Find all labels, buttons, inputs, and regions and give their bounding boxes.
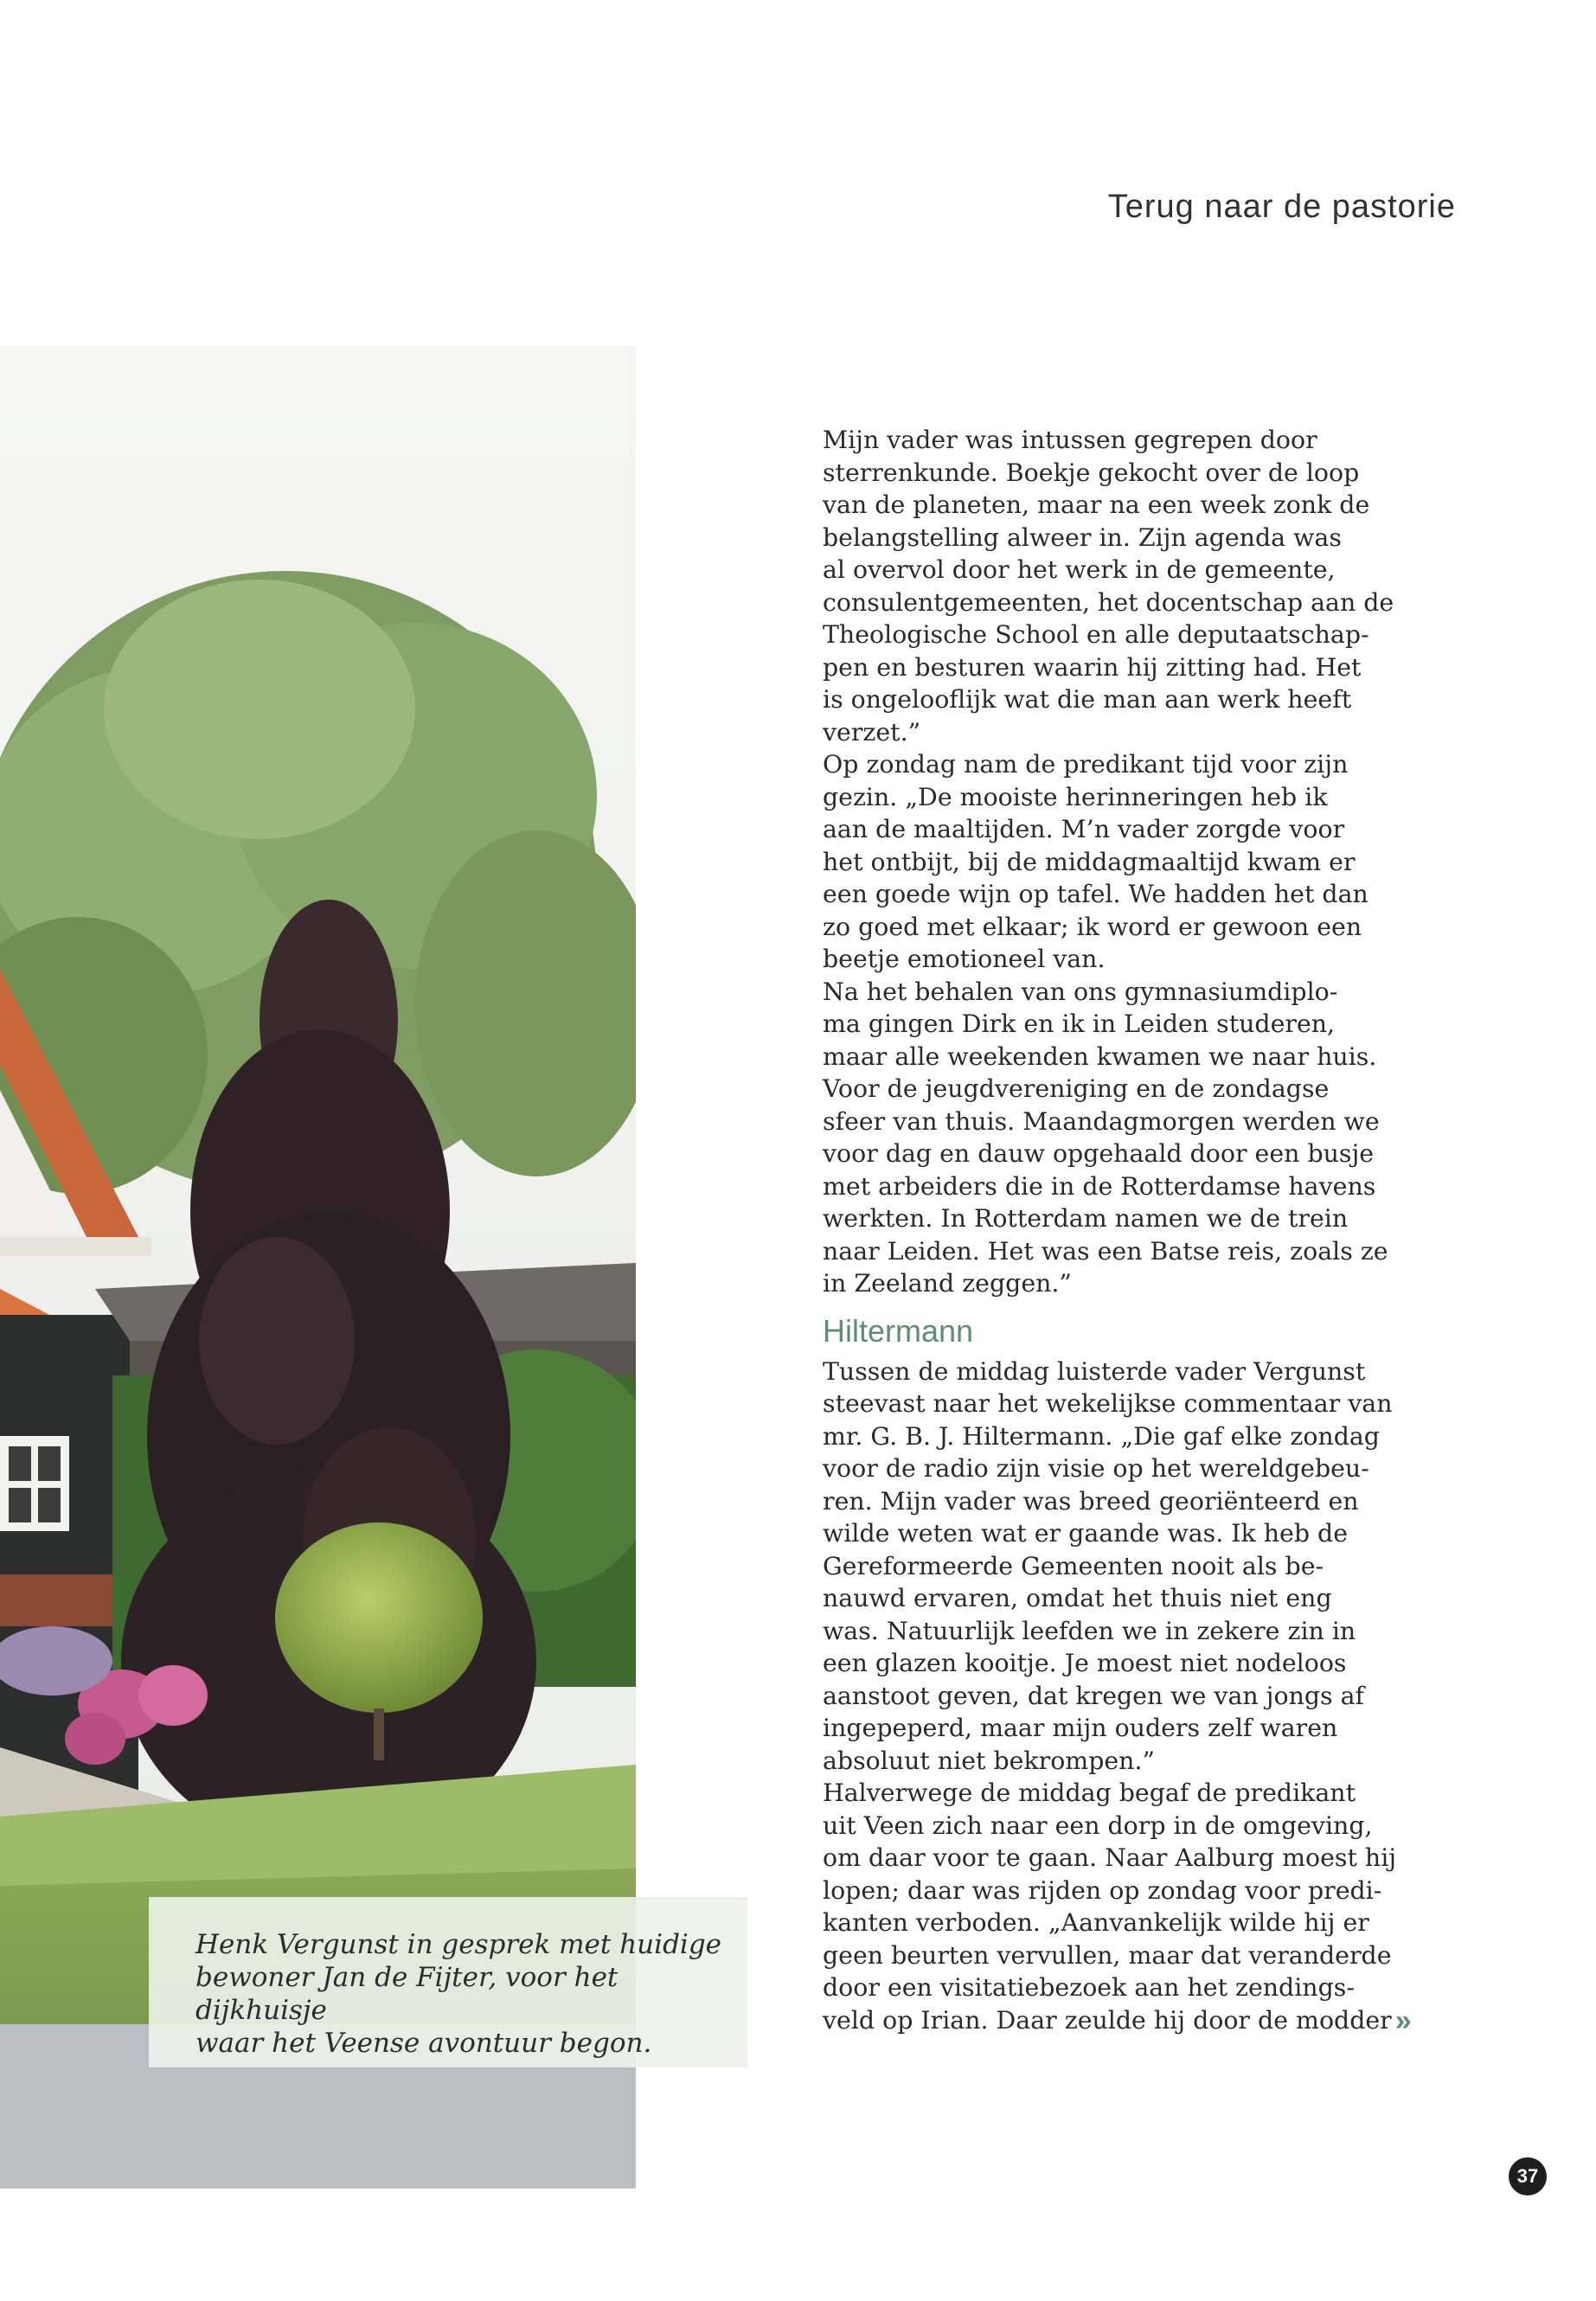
text-line: mr. G. B. J. Hiltermann. „Die gaf elke zondag xyxy=(823,1421,1380,1451)
text-line: uit Veen zich naar een dorp in de omgeving, xyxy=(823,1811,1373,1840)
text-line: Op zondag nam de predikant tijd voor zijn xyxy=(823,750,1349,779)
text-line: Na het behalen van ons gymnasiumdiplo- xyxy=(823,977,1338,1006)
text-line: veld op Irian. Daar zeulde hij door de modder xyxy=(823,2005,1392,2035)
text-line: absoluut niet bekrompen.” xyxy=(823,1746,1156,1775)
text-line: is ongelooflijk wat die man aan werk heeft xyxy=(823,685,1352,714)
text-line: verzet.” xyxy=(823,717,921,747)
text-line: ingepeperd, maar mijn ouders zelf waren xyxy=(823,1714,1338,1742)
text-line: beetje emotioneel van. xyxy=(823,945,1106,973)
text-line: om daar voor te gaan. Naar Aalburg moest hij xyxy=(823,1843,1397,1872)
running-title: Terug naar de pastorie xyxy=(1107,189,1456,225)
text-line: met arbeiders die in de Rotterdamse havens xyxy=(823,1171,1376,1201)
text-line: een goede wijn op tafel. We hadden het dan xyxy=(823,880,1368,908)
text-line: kanten verboden. „Aanvankelijk wilde hij er xyxy=(823,1908,1369,1937)
text-line: ren. Mijn vader was breed georiënteerd en xyxy=(823,1486,1359,1516)
text-line: zo goed met elkaar; ik word er gewoon een xyxy=(823,912,1362,941)
text-line: Voor de jeugdvereniging en de zondagse xyxy=(823,1074,1330,1103)
article-column xyxy=(823,424,1411,2037)
text-line: gezin. „De mooiste herinneringen heb ik xyxy=(823,782,1328,811)
text-line: ma gingen Dirk en ik in Leiden studeren, xyxy=(823,1009,1336,1038)
text-line: aan de maaltijden. M’n vader zorgde voor xyxy=(823,815,1345,843)
page-number: 37 xyxy=(1509,2157,1547,2195)
text-line: maar alle weekenden kwamen we naar huis. xyxy=(823,1042,1377,1071)
text-line: sfeer van thuis. Maandagmorgen werden we xyxy=(823,1106,1380,1136)
caption-line: bewoner Jan de Fijter, voor het dijkhuisje xyxy=(195,1962,619,2026)
article-block-2 xyxy=(823,1356,1411,2038)
text-line: voor de radio zijn visie op het wereldgebeu- xyxy=(823,1454,1369,1483)
text-line: een glazen kooitje. Je moest niet nodeloos xyxy=(823,1649,1347,1677)
text-line: aanstoot geven, dat kregen we van jongs af xyxy=(823,1681,1365,1710)
topiary-ball xyxy=(275,1522,483,1713)
text-line: nauwd ervaren, omdat het thuis niet eng xyxy=(823,1584,1332,1612)
text-line: werkten. In Rotterdam namen we de trein xyxy=(823,1204,1349,1233)
text-line: van de planeten, maar na een week zonk de xyxy=(823,490,1370,519)
article-block-1 xyxy=(823,424,1411,1300)
section-subheading: Hiltermann xyxy=(823,1312,974,1349)
caption-line: Henk Vergunst in gesprek met huidige xyxy=(195,1929,722,1960)
text-line: sterrenkunde. Boekje gekocht over de loop xyxy=(823,458,1360,487)
photo-caption xyxy=(149,1897,747,2067)
text-line: belangstelling alweer in. Zijn agenda was xyxy=(823,522,1342,552)
text-line: wilde weten wat er gaande was. Ik heb de xyxy=(823,1519,1349,1548)
text-line: Tussen de middag luisterde vader Vergunst xyxy=(823,1356,1366,1386)
text-line: voor dag en dauw opgehaald door een busje xyxy=(823,1139,1375,1168)
text-line: naar Leiden. Het was een Batse reis, zoals ze xyxy=(823,1236,1388,1266)
text-line: al overvol door het werk in de gemeente, xyxy=(823,555,1336,584)
text-line: pen en besturen waarin hij zitting had. Het xyxy=(823,652,1362,682)
text-line: consulentgemeenten, het docentschap aan de xyxy=(823,587,1394,617)
text-line: Gereformeerde Gemeenten nooit als be- xyxy=(823,1551,1324,1580)
caption-line: waar het Veense avontuur begon. xyxy=(195,2028,652,2059)
text-line: was. Natuurlijk leefden we in zekere zin in xyxy=(823,1616,1356,1645)
text-line: Theologische School en alle deputaatschap- xyxy=(823,620,1369,649)
text-line: door een visitatiebezoek aan het zendings- xyxy=(823,1973,1355,2002)
continue-arrow-icon: » xyxy=(1394,2003,1412,2037)
text-line: lopen; daar was rijden op zondag voor predi- xyxy=(823,1875,1382,1905)
text-line: het ontbijt, bij de middagmaaltijd kwam er xyxy=(823,847,1356,876)
text-line-last xyxy=(823,2004,1411,2038)
text-line: Halverwege de middag begaf de predikant xyxy=(823,1779,1356,1807)
text-line: geen beurten vervullen, maar dat veranderde xyxy=(823,1940,1392,1970)
text-line: steevast naar het wekelijkse commentaar van xyxy=(823,1389,1393,1418)
text-line: in Zeeland zeggen.” xyxy=(823,1269,1072,1298)
text-line: Mijn vader was intussen gegrepen door xyxy=(823,426,1317,454)
